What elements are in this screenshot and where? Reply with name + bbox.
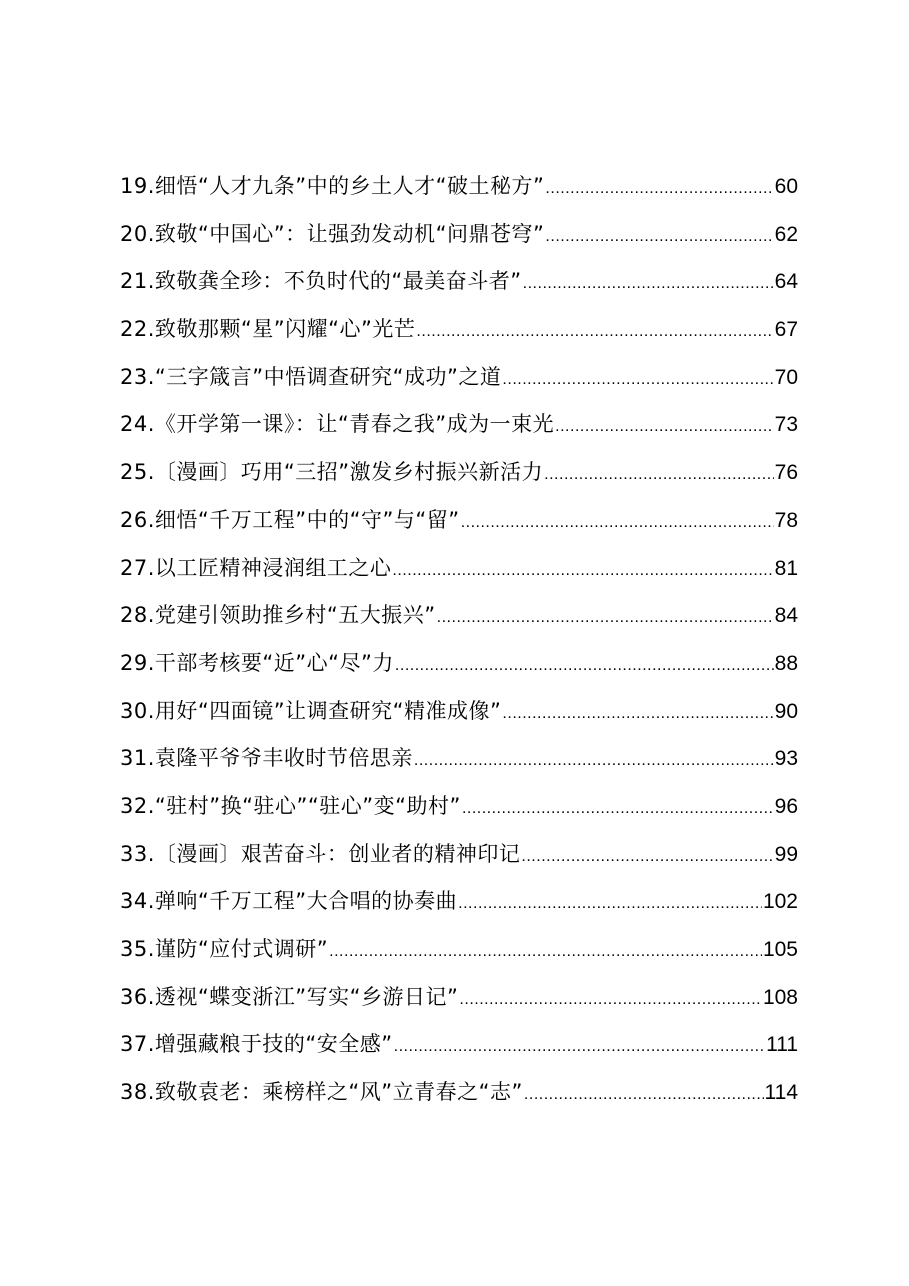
- dot-leader: [502, 360, 773, 400]
- toc-entry-page: 99: [774, 842, 798, 866]
- toc-entry-page: 90: [774, 699, 798, 723]
- dot-leader: [555, 407, 773, 447]
- toc-entry-page: 67: [774, 318, 798, 342]
- toc-entry[interactable]: [120, 309, 798, 357]
- dot-leader: [462, 789, 774, 829]
- toc-entry-title: 20.致敬“中国心”：让强劲发动机“问鼎苍穹”: [120, 221, 545, 246]
- toc-entry-title: 35.谨防“应付式调研”: [120, 937, 329, 961]
- toc-entry-page: 96: [774, 794, 798, 818]
- toc-entry-title: 28.党建引领助推乡村“五大振兴”: [120, 603, 436, 628]
- toc-entry-page: 73: [774, 413, 798, 437]
- toc-entry[interactable]: [120, 595, 798, 643]
- table-of-contents: [120, 166, 798, 1120]
- toc-entry-page: 70: [774, 365, 798, 389]
- toc-entry-page: 76: [774, 461, 798, 485]
- dot-leader: [523, 264, 774, 304]
- toc-entry-page: 111: [766, 1033, 798, 1057]
- toc-entry-title: 38.致敬袁老：乘榜样之“风”立青春之“志”: [120, 1080, 523, 1105]
- toc-entry-title: 26.细悟“千万工程”中的“守”与“留”: [120, 507, 460, 532]
- toc-entry-title: 29.干部考核要“近”心“尽”力: [120, 650, 394, 675]
- toc-entry-page: 105: [762, 938, 798, 961]
- toc-entry-title: 24.《开学第一课》：让“青春之我”成为一束光: [120, 412, 555, 437]
- dot-leader: [458, 884, 762, 924]
- toc-entry[interactable]: [120, 404, 798, 452]
- toc-entry-title: 30.用好“四面镜”让调查研究“精准成像”: [120, 698, 502, 723]
- dot-leader: [416, 312, 773, 352]
- toc-entry-page: 108: [762, 985, 798, 1009]
- toc-entry-title: 32.“驻村”换“驻心”“驻心”变“助村”: [120, 793, 461, 818]
- toc-entry-page: 64: [774, 270, 798, 294]
- toc-entry-title: 21.致敬龚全珍：不负时代的“最美奋斗者”: [120, 269, 522, 294]
- dot-leader: [524, 1075, 764, 1115]
- toc-entry-page: 81: [774, 556, 798, 580]
- toc-entry[interactable]: [120, 166, 798, 214]
- dot-leader: [414, 741, 774, 781]
- dot-leader: [544, 455, 773, 495]
- toc-entry[interactable]: [120, 929, 798, 977]
- toc-entry[interactable]: [120, 1072, 798, 1120]
- toc-entry-title: 33.〔漫画〕艰苦奋斗：创业者的精神印记: [120, 841, 521, 866]
- dot-leader: [545, 217, 773, 257]
- toc-entry[interactable]: [120, 214, 798, 262]
- toc-entry[interactable]: [120, 881, 798, 929]
- dot-leader: [461, 503, 774, 543]
- toc-entry[interactable]: [120, 500, 798, 548]
- toc-entry-page: 84: [774, 604, 798, 628]
- toc-entry[interactable]: [120, 1024, 798, 1072]
- dot-leader: [394, 1027, 765, 1067]
- dot-leader: [502, 694, 773, 734]
- toc-entry-page: 62: [774, 222, 798, 246]
- toc-entry-page: 60: [774, 175, 798, 198]
- dot-leader: [545, 169, 773, 209]
- dot-leader: [437, 598, 774, 638]
- dot-leader: [459, 980, 762, 1020]
- toc-entry-title: 22.致敬那颗“星”闪耀“心”光芒: [120, 317, 416, 342]
- dot-leader: [392, 551, 773, 591]
- toc-entry-title: 37.增强藏粮于技的“安全感”: [120, 1032, 393, 1057]
- toc-entry[interactable]: [120, 261, 798, 309]
- toc-entry-title: 27.以工匠精神浸润组工之心: [120, 555, 392, 580]
- toc-entry[interactable]: [120, 738, 798, 786]
- dot-leader: [329, 932, 762, 972]
- toc-entry-title: 25.〔漫画〕巧用“三招”激发乡村振兴新活力: [120, 460, 544, 485]
- toc-entry[interactable]: [120, 643, 798, 691]
- toc-entry[interactable]: [120, 548, 798, 596]
- dot-leader: [521, 837, 773, 877]
- toc-entry-title: 19.细悟“人才九条”中的乡土人才“破土秘方”: [120, 174, 545, 198]
- toc-entry-title: 23.“三字箴言”中悟调查研究“成功”之道: [120, 364, 502, 389]
- toc-entry-page: 93: [774, 747, 798, 771]
- toc-entry-page: 88: [774, 651, 798, 675]
- toc-entry[interactable]: [120, 691, 798, 739]
- toc-entry-page: 78: [774, 508, 798, 532]
- toc-entry[interactable]: [120, 834, 798, 882]
- toc-entry[interactable]: [120, 357, 798, 405]
- toc-entry-title: 34.弹响“千万工程”大合唱的协奏曲: [120, 889, 458, 914]
- toc-entry-title: 31.袁隆平爷爷丰收时节倍思亲: [120, 746, 413, 771]
- dot-leader: [395, 646, 774, 686]
- toc-entry-page: 102: [762, 890, 798, 914]
- toc-entry[interactable]: [120, 977, 798, 1025]
- toc-entry-page: 114: [764, 1081, 798, 1105]
- toc-entry-title: 36.透视“蝶变浙江”写实“乡游日记”: [120, 984, 459, 1009]
- toc-entry[interactable]: [120, 786, 798, 834]
- toc-entry[interactable]: [120, 452, 798, 500]
